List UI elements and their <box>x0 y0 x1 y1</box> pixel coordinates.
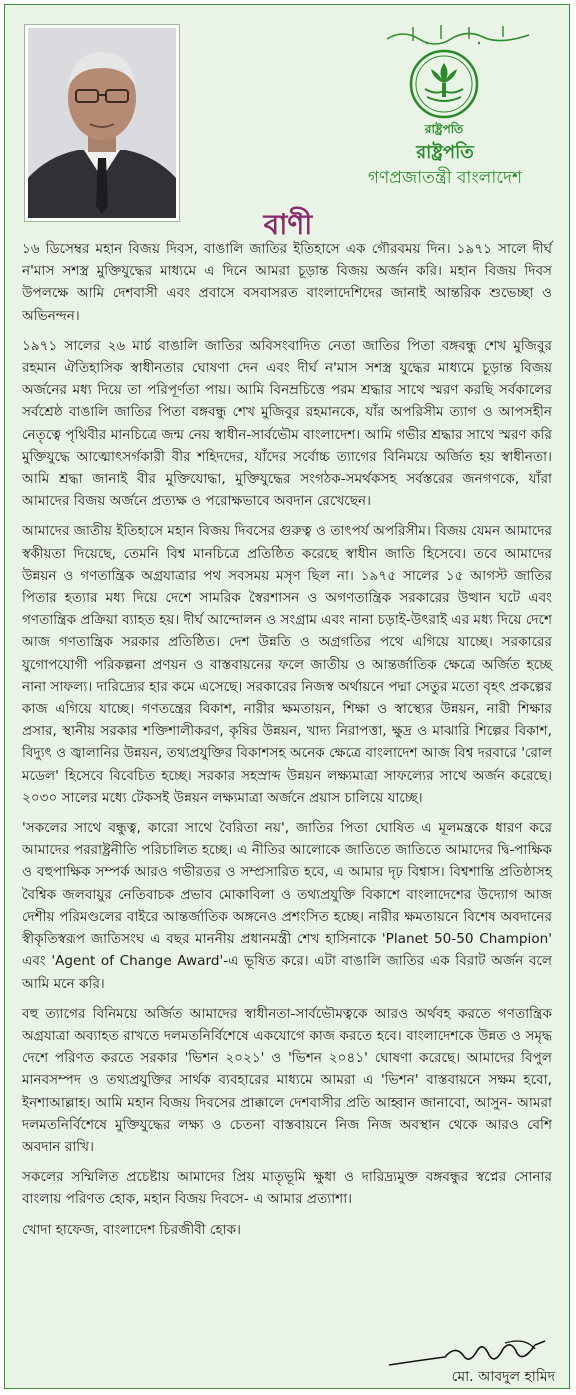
message-heading: বাণী <box>263 208 313 241</box>
paragraph: আমাদের জাতীয় ইতিহাসে মহান বিজয় দিবসের গুরুত্ব ও তাৎপর্য অপরিসীম। বিজয় যেমন আমাদের স্বকীয়তা দিয়েছে, তেমনি বিশ্ব মানচিত্রে প্রতিষ্ঠিত করেছে স্বাধীন জাতি হিসেবে। তবে আমাদের উন্নয়ন ও গণতান্ত্রিক অগ্রযাত্রার পথ সবসময় মসৃণ ছিল না। ১৯৭৫ সালের ১৫ আগস্ট জাতির পিতার হত্যার মধ্য দিয়ে দেশে সামরিক স্বৈরশাসন ও অগণতান্ত্রিক সরকারের উত্থান ঘটে এবং গণতান্ত্রিক প্রক্রিয়া ব্যাহত হয়। দীর্ঘ আন্দোলন ও সংগ্রাম এবং নানা চড়াই-উৎরাই এর মধ্য দিয়ে দেশে আজ গণতান্ত্রিক সরকার প্রতিষ্ঠিত। দেশ উন্নতি ও অগ্রগতির পথে এগিয়ে যাচ্ছে। সরকারের যুগোপযোগী পরিকল্পনা প্রণয়ন ও বাস্তবায়নের ফলে জাতীয় ও আন্তর্জাতিক ক্ষেত্রে অর্জিত হচ্ছে নানা সাফল্য। দারিদ্র্যের হার কমে এসেছে। সরকারের নিজস্ব অর্থায়নে পদ্মা সেতুর মতো বৃহৎ প্রকল্পের কাজ এগিয়ে যাচ্ছে। গণতন্ত্রের বিকাশ, নারীর ক্ষমতায়ন, শিক্ষা ও স্বাস্থ্যের উন্নয়ন, নারী শিক্ষার প্রসার, স্থানীয় সরকার শক্তিশালীকরণ, কৃষির উন্নয়ন, খাদ্য নিরাপত্তা, ক্ষুদ্র ও মাঝারি শিল্পের বিকাশ, বিদ্যুৎ ও জ্বালানির উন্নয়ন, তথ্যপ্রযুক্তির বিকাশসহ অনেক ক্ষেত্রে বাংলাদেশ আজ বিশ্ব দরবারে 'রোল মডেল' হিসেবে বিবেচিত হচ্ছে। সরকার সহস্রাব্দ উন্নয়ন লক্ষ্যমাত্রা সাফল্যের সাথে অর্জন করেছে। ২০৩০ সালের মধ্যে টেকসই উন্নয়ন লক্ষ্যমাত্রা অর্জনে প্রয়াস চালিয়ে যাচ্ছে। <box>22 523 552 806</box>
paragraph: সকলের সম্মিলিত প্রচেষ্টায় আমাদের প্রিয় মাতৃভূমি ক্ষুধা ও দারিদ্র্যমুক্ত বঙ্গবন্ধুর স্বপ্নের সোনার বাংলায় পরিণত হোক, মহান বিজয় দিবসে- এ আমার প্রত্যাশা। <box>22 1169 552 1208</box>
state-emblem <box>409 49 479 119</box>
paragraph: ১৬ ডিসেম্বর মহান বিজয় দিবস, বাঙালি জাতির ইতিহাসে এক গৌরবময় দিন। ১৯৭১ সালে দীর্ঘ ন'মাস সশস্ত্র মুক্তিযুদ্ধের মাধ্যমে এ দিনে আমরা চূড়ান্ত বিজয় অর্জন করি। মহান বিজয় দিবস উপলক্ষে আমি দেশবাসী এবং প্রবাসে বসবাসরত বাংলাদেশিদের জানাই আন্তরিক শুভেচ্ছা ও অভিনন্দন। <box>22 241 552 324</box>
office-title: রাষ্ট্রপতি <box>416 142 474 163</box>
message-panel <box>4 4 570 1389</box>
message-body <box>22 238 552 1249</box>
emblem-caption: রাষ্ট্রপতি <box>424 122 464 136</box>
country-name: গণপ্রজাতন্ত্রী বাংলাদেশ <box>367 168 523 188</box>
signer-name: মো. আবদুল হামিদ <box>451 1369 555 1385</box>
closing-line: খোদা হাফেজ, বাংলাদেশ চিরজীবী হোক। <box>22 1221 241 1238</box>
bismillah-calligraphy <box>383 23 533 47</box>
paragraph: 'সকলের সাথে বন্ধুত্ব, কারো সাথে বৈরিতা নয়', জাতির পিতা ঘোষিত এ মূলমন্ত্রকে ধারণ করে আমাদের পররাষ্ট্রনীতি পরিচালিত হচ্ছে। এ নীতির আলোকে জাতিতে জাতিতে আমাদের দ্বি-পাক্ষিক ও বহুপাক্ষিক সম্পর্ক আরও গভীরতর ও সম্প্রসারিত হবে, এ আমার দৃঢ় বিশ্বাস। বিশ্বশান্তি প্রতিষ্ঠাসহ বৈশ্বিক জলবায়ুর নেতিবাচক প্রভাব মোকাবিলা ও তথ্যপ্রযুক্তি বিকাশে বাংলাদেশের উদ্যোগ আজ দেশীয় পরিমণ্ডলের বাইরে আন্তর্জাতিক অঙ্গনেও প্রশংসিত হচ্ছে। নারীর ক্ষমতায়নে বিশেষ অবদানের স্বীকৃতিস্বরূপ জাতিসংঘ এ বছর মাননীয় প্রধানমন্ত্রী শেখ হাসিনাকে 'Planet 50-50 Champion' এবং 'Agent of Change Award'-এ ভূষিত করে। এটা বাঙালি জাতির এক বিরাট অর্জন বলে আমি মনে করি। <box>22 820 552 992</box>
paragraph: ১৯৭১ সালের ২৬ মার্চ বাঙালি জাতির অবিসংবাদিত নেতা জাতির পিতা বঙ্গবন্ধু শেখ মুজিবুর রহমান ঐতিহাসিক স্বাধীনতার ঘোষণা দেন এবং দীর্ঘ ন'মাস সশস্ত্র যুদ্ধের মাধ্যমে চূড়ান্ত বিজয় অর্জনের মধ্য দিয়ে তা পরিপূর্ণতা পায়। আমি বিনম্রচিত্তে পরম শ্রদ্ধার সাথে স্মরণ করছি সর্বকালের সর্বশ্রেষ্ঠ বাঙালি জাতির পিতা বঙ্গবন্ধু শেখ মুজিবুর রহমানকে, যাঁর অপরিসীম ত্যাগ ও আপসহীন নেতৃত্বে পৃথিবীর মানচিত্রে জন্ম নেয় স্বাধীন-সার্বভৌম বাংলাদেশ। আমি গভীর শ্রদ্ধার সাথে স্মরণ করি মুক্তিযুদ্ধে আত্মোৎসর্গকারী বীর শহিদদের, যাঁদের সর্বোচ্চ ত্যাগের বিনিময়ে অর্জিত হয় স্বাধীনতা। আমি শ্রদ্ধা জানাই বীর মুক্তিযোদ্ধা, মুক্তিযুদ্ধের সংগঠক-সমর্থকসহ সর্বস্তরের জনগণকে, যাঁরা আমাদের বিজয় অর্জনে প্রত্যক্ষ ও পরোক্ষভাবে অবদান রেখেছেন। <box>22 337 552 510</box>
paragraph: বহু ত্যাগের বিনিময়ে অর্জিত আমাদের স্বাধীনতা-সার্বভৌমত্বকে আরও অর্থবহ করতে গণতান্ত্রিক অগ্রযাত্রা অব্যাহত রাখতে দলমতনির্বিশেষে একযোগে কাজ করতে হবে। বাংলাদেশকে উন্নত ও সমৃদ্ধ দেশে পরিণত করতে সরকার 'ভিশন ২০২১' ও 'ভিশন ২০৪১' ঘোষণা করেছে। আমাদের বিপুল মানবসম্পদ ও তথ্যপ্রযুক্তির সার্থক ব্যবহারের মাধ্যমে আমরা এ 'ভিশন' বাস্তবায়নে সক্ষম হবো, ইনশাআল্লাহ। আমি মহান বিজয় দিবসের প্রাক্কালে দেশবাসীর প্রতি আহ্বান জানাবো, আসুন- আমরা দলমতনির্বিশেষে মুক্তিযুদ্ধের লক্ষ্য ও চেতনা বাস্তবায়নে নিজ নিজ অবস্থান থেকে আরও বেশি অবদান রাখি। <box>22 1005 552 1155</box>
portrait-photo <box>25 25 179 221</box>
